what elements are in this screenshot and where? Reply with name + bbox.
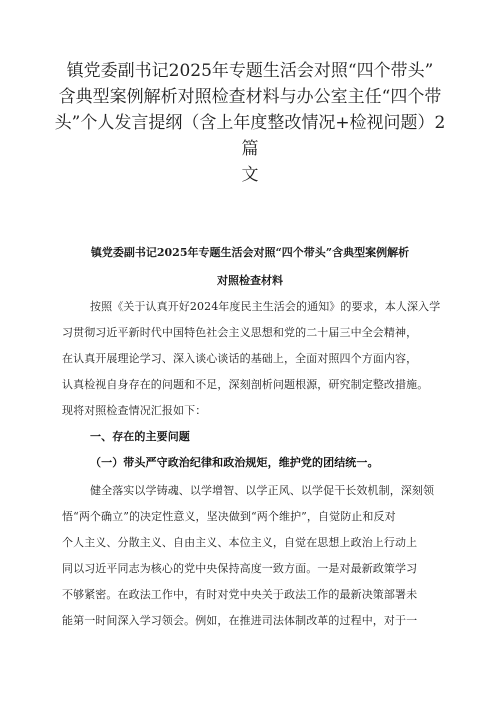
cover-title-line: 含典型案例解析对照检查材料与办公室主任“四个带 [58,87,442,107]
paragraph-line: 能第一时间深入学习领会。例如，在推进司法体制改革的过程中，对于一 [62,614,418,627]
intro-line: 习贯彻习近平新时代中国特色社会主义思想和党的二十届三中全会精神， [62,326,418,339]
paragraph-line: 健全落实以学铸魂、以学增智、以学正风、以学促干长效机制，深刻领 [90,484,435,497]
intro-line: 现将对照检查情况汇报如下： [62,404,207,417]
paragraph-line: 个人主义、分散主义、自由主义、本位主义，自觉在思想上政治上行动上 [62,536,418,549]
cover-title-line: 文 [241,165,259,185]
intro-line: 在认真开展理论学习、深入谈心谈话的基础上，全面对照四个方面内容， [62,352,418,365]
cover-title-line: 镇党委副书记2025年专题生活会对照“四个带头” [66,61,434,81]
cover-title-line: 头”个人发言提纲（含上年度整改情况+检视问题）2 [54,113,446,133]
document-heading-line2: 对照检查材料 [217,274,283,287]
document-heading: 镇党委副书记2025年专题生活会对照“四个带头”含典型案例解析 [90,246,410,259]
intro-line: 按照《关于认真开好2024年度民主生活会的通知》的要求，本人深入学 [90,300,441,313]
section-title: 一、存在的主要问题 [90,430,190,443]
subsection-title: （一）带头严守政治纪律和政治规矩，维护党的团结统一。 [90,456,379,469]
cover-title [40,58,460,188]
paragraph-line: 悟“两个确立”的决定性意义，坚决做到“两个维护”，自觉防止和反对 [62,510,396,523]
paragraph-line: 同以习近平同志为核心的党中央保持高度一致方面。一是对最新政策学习 [62,562,418,575]
paragraph-line: 不够紧密。在政法工作中，有时对党中央关于政法工作的最新决策部署未 [62,588,418,601]
cover-title-line: 篇 [241,139,259,159]
intro-line: 认真检视自身存在的问题和不足，深刻剖析问题根源，研究制定整改措施。 [62,378,429,391]
